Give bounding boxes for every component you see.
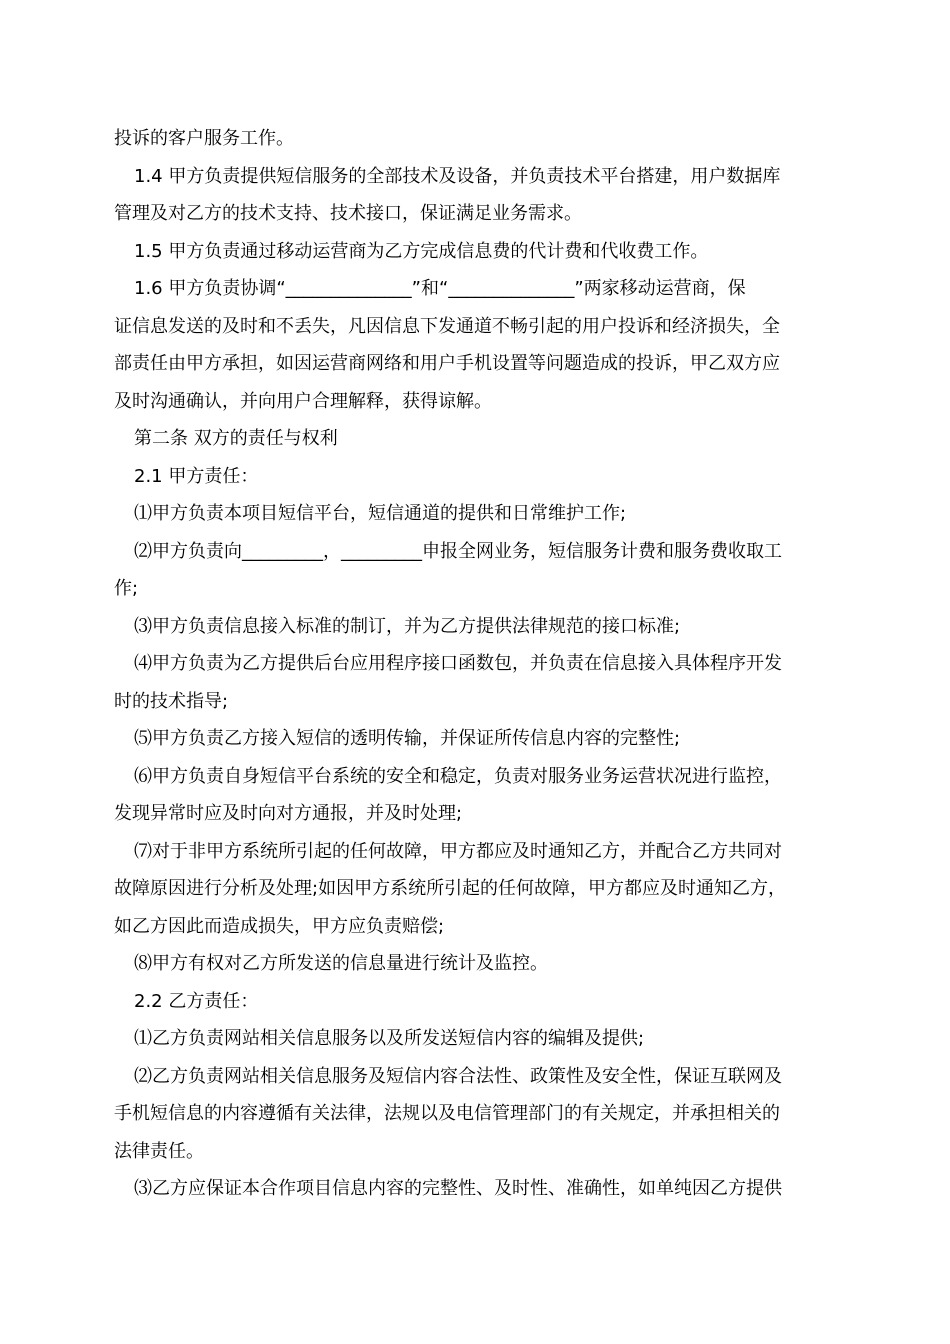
paragraph-line: 手机短信息的内容遵循有关法律，法规以及电信管理部门的有关规定，并承担相关的 — [114, 1103, 780, 1124]
paragraph-line: ⑻甲方有权对乙方所发送的信息量进行统计及监控。 — [134, 953, 548, 974]
paragraph-line: 2.2 乙方责任： — [134, 990, 259, 1012]
section-heading — [114, 420, 838, 458]
paragraph — [114, 158, 838, 233]
paragraph-line: ⑶甲方负责信息接入标准的制订，并为乙方提供法律规范的接口标准; — [134, 615, 681, 637]
paragraph-line: 故障原因进行分析及处理;如因甲方系统所引起的任何故障，甲方都应及时通知乙方， — [114, 878, 787, 899]
paragraph-line: ⑷甲方负责为乙方提供后台应用程序接口函数包，并负责在信息接入具体程序开发 — [134, 653, 782, 674]
paragraph-line: 部责任由甲方承担，如因运营商网络和用户手机设置等问题造成的投诉，甲乙双方应 — [114, 353, 780, 374]
paragraph-line: 时的技术指导; — [114, 690, 229, 712]
paragraph — [114, 645, 838, 720]
paragraph-line: 作; — [114, 578, 139, 599]
paragraph-line: 1.5 甲方负责通过移动运营商为乙方完成信息费的代计费和代收费工作。 — [134, 240, 709, 262]
paragraph-line: 2.1 甲方责任： — [134, 465, 259, 487]
paragraph-line: ⑸甲方负责乙方接入短信的透明传输，并保证所传信息内容的完整性; — [134, 728, 681, 749]
paragraph — [114, 495, 838, 533]
paragraph-line: 及时沟通确认，并向用户合理解释，获得谅解。 — [114, 390, 492, 412]
paragraph-line: ⑴乙方负责网站相关信息服务以及所发送短信内容的编辑及提供; — [134, 1028, 645, 1049]
paragraph-line: 第二条 双方的责任与权利 — [134, 428, 338, 449]
paragraph-line: ⑺对于非甲方系统所引起的任何故障，甲方都应及时通知乙方，并配合乙方共同对 — [134, 840, 782, 862]
paragraph-line: ⑹甲方负责自身短信平台系统的安全和稳定，负责对服务业务运营状况进行监控， — [134, 765, 782, 787]
subsection-heading — [114, 983, 838, 1021]
subsection-heading — [114, 458, 838, 496]
paragraph-line: 1.4 甲方负责提供短信服务的全部技术及设备，并负责技术平台搭建，用户数据库 — [134, 165, 781, 187]
paragraph — [114, 758, 838, 833]
paragraph-line: 法律责任。 — [114, 1140, 204, 1162]
paragraph — [114, 120, 838, 158]
paragraph-line: ⑵乙方负责网站相关信息服务及短信内容合法性、政策性及安全性，保证互联网及 — [134, 1065, 782, 1087]
paragraph — [114, 833, 838, 946]
paragraph — [114, 1058, 838, 1171]
paragraph — [114, 270, 838, 420]
paragraph-line: ⑶乙方应保证本合作项目信息内容的完整性、及时性、准确性，如单纯因乙方提供 — [134, 1178, 782, 1199]
paragraph-line: 1.6 甲方负责协调“______________”和“______________”两家移动运营商，保 — [134, 278, 746, 299]
paragraph-line: ⑴甲方负责本项目短信平台，短信通道的提供和日常维护工作; — [134, 503, 627, 524]
paragraph-line: 投诉的客户服务工作。 — [114, 128, 294, 149]
paragraph-line: 如乙方因此而造成损失，甲方应负责赔偿; — [114, 915, 445, 937]
paragraph — [114, 945, 838, 983]
paragraph — [114, 233, 838, 271]
paragraph-line: 管理及对乙方的技术支持、技术接口，保证满足业务需求。 — [114, 203, 582, 224]
paragraph — [114, 720, 838, 758]
paragraph — [114, 1020, 838, 1058]
paragraph — [114, 1170, 838, 1208]
document-body — [114, 120, 838, 1208]
paragraph-line: 证信息发送的及时和不丢失，凡因信息下发通道不畅引起的用户投诉和经济损失，全 — [114, 315, 780, 337]
paragraph-line: ⑵甲方负责向_________，_________申报全网业务，短信服务计费和服务费收取工 — [134, 540, 782, 562]
paragraph — [114, 608, 838, 646]
paragraph — [114, 533, 838, 608]
paragraph-line: 发现异常时应及时向对方通报，并及时处理; — [114, 803, 463, 824]
